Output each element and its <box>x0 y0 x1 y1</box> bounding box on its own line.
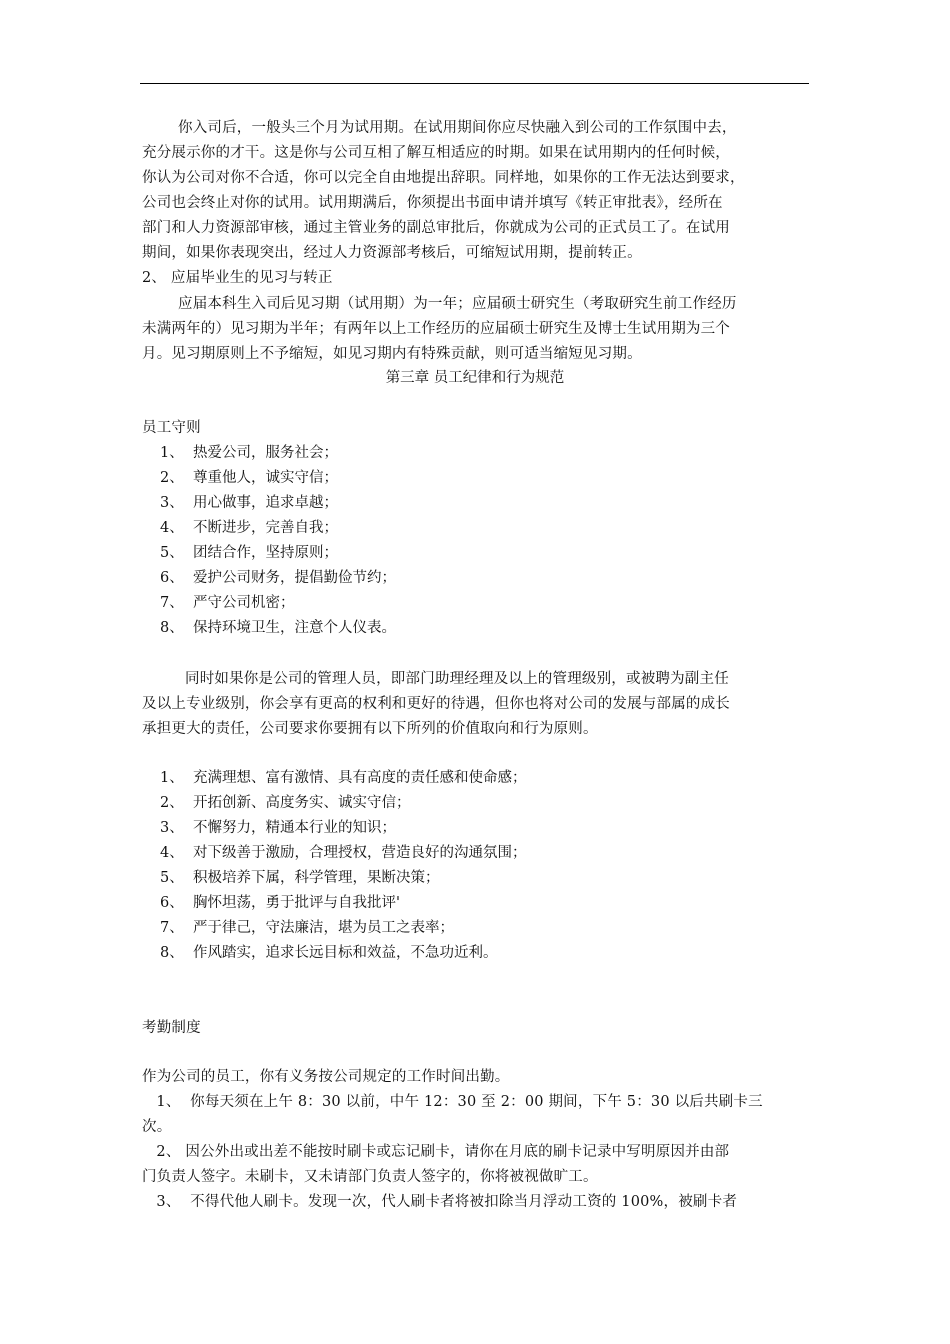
probation-line-2: 充分展示你的才干。这是你与公司互相了解互相适应的时期。如果在试用期内的任何时候， <box>142 145 730 161</box>
rule-number: 7、 <box>160 595 184 611</box>
graduates-line-2: 未满两年的）见习期为半年；有两年以上工作经历的应届硕士研究生及博士生试用期为三个 <box>142 321 730 337</box>
manager-rule-number: 4、 <box>160 845 184 861</box>
probation-line-5: 部门和人力资源部审核，通过主管业务的副总审批后，你就成为公司的正式员工了。在试用 <box>142 220 730 236</box>
probation-line-3: 你认为公司对你不合适，你可以完全自由地提出辞职。同样地，如果你的工作无法达到要求， <box>142 170 745 186</box>
rule-number: 3、 <box>160 495 184 511</box>
rule-number: 1、 <box>160 445 184 461</box>
rule-number: 2、 <box>160 470 184 486</box>
manager-rule-number: 6、 <box>160 895 184 911</box>
manager-rule-text: 开拓创新、高度务实、诚实守信； <box>193 795 411 811</box>
manager-rule-text: 积极培养下属，科学管理，果断决策； <box>193 870 440 886</box>
rule-text: 团结合作，坚持原则； <box>193 545 338 561</box>
attendance-line-5: 3、 不得代他人刷卡。发现一次，代人刷卡者将被扣除当月浮动工资的 100%，被刷卡者 <box>142 1194 738 1210</box>
manager-rule-text: 胸怀坦荡，勇于批评与自我批评' <box>193 895 400 911</box>
manager-rule-number: 3、 <box>160 820 184 836</box>
attendance-line-2: 次。 <box>142 1119 172 1135</box>
attendance-intro: 作为公司的员工，你有义务按公司规定的工作时间出勤。 <box>142 1069 510 1085</box>
rule-text: 严守公司机密； <box>193 595 295 611</box>
graduates-heading: 2、 应届毕业生的见习与转正 <box>142 270 333 286</box>
rule-number: 5、 <box>160 545 184 561</box>
graduates-line-1: 应届本科生入司后见习期（试用期）为一年；应届硕士研究生（考取研究生前工作经历 <box>178 296 737 312</box>
manager-rule-text: 对下级善于激励，合理授权，营造良好的沟通氛围； <box>193 845 527 861</box>
rule-text: 热爱公司，服务社会； <box>193 445 338 461</box>
manager-rule-number: 2、 <box>160 795 184 811</box>
rule-text: 尊重他人，诚实守信； <box>193 470 338 486</box>
attendance-line-1: 1、 你每天须在上午 8：30 以前，中午 12：30 至 2：00 期间，下午 5：30 以后共刷卡三 <box>142 1094 763 1110</box>
manager-rule-number: 8、 <box>160 945 184 961</box>
chapter-title: 第三章 员工纪律和行为规范 <box>385 370 565 386</box>
rules-heading: 员工守则 <box>142 420 201 436</box>
rule-text: 用心做事，追求卓越； <box>193 495 338 511</box>
rule-text: 爱护公司财务，提倡勤俭节约； <box>193 570 396 586</box>
manager-rule-text: 充满理想、富有激情、具有高度的责任感和使命感； <box>193 770 527 786</box>
attendance-line-4: 门负责人签字。未刷卡，又未请部门负责人签字的，你将被视做旷工。 <box>142 1169 598 1185</box>
probation-line-4: 公司也会终止对你的试用。试用期满后，你须提出书面申请并填写《转正审批表》，经所在 <box>142 195 723 211</box>
attendance-heading: 考勤制度 <box>142 1020 201 1036</box>
manager-rule-text: 严于律己，守法廉洁，堪为员工之表率； <box>193 920 454 936</box>
manager-para-line-1: 同时如果你是公司的管理人员，即部门助理经理及以上的管理级别，或被聘为副主任 <box>185 671 729 687</box>
manager-rule-text: 不懈努力，精通本行业的知识； <box>193 820 396 836</box>
manager-para-line-3: 承担更大的责任，公司要求你要拥有以下所列的价值取向和行为原则。 <box>142 721 598 737</box>
attendance-line-3: 2、 因公外出或出差不能按时刷卡或忘记刷卡，请你在月底的刷卡记录中写明原因并由部 <box>142 1144 730 1160</box>
manager-rule-number: 5、 <box>160 870 184 886</box>
graduates-line-3: 月。见习期原则上不予缩短，如见习期内有特殊贡献，则可适当缩短见习期。 <box>142 346 642 362</box>
manager-rule-text: 作风踏实，追求长远目标和效益，不急功近利。 <box>193 945 498 961</box>
rule-number: 8、 <box>160 620 184 636</box>
rule-number: 4、 <box>160 520 184 536</box>
manager-rule-number: 1、 <box>160 770 184 786</box>
probation-line-1: 你入司后，一般头三个月为试用期。在试用期间你应尽快融入到公司的工作氛围中去， <box>178 120 737 136</box>
manager-para-line-2: 及以上专业级别，你会享有更高的权利和更好的待遇，但你也将对公司的发展与部属的成长 <box>142 696 730 712</box>
manager-rule-number: 7、 <box>160 920 184 936</box>
probation-line-6: 期间，如果你表现突出，经过人力资源部考核后，可缩短试用期，提前转正。 <box>142 245 642 261</box>
rule-text: 不断进步，完善自我； <box>193 520 338 536</box>
rule-number: 6、 <box>160 570 184 586</box>
rule-text: 保持环境卫生，注意个人仪表。 <box>193 620 396 636</box>
header-rule <box>140 83 809 84</box>
